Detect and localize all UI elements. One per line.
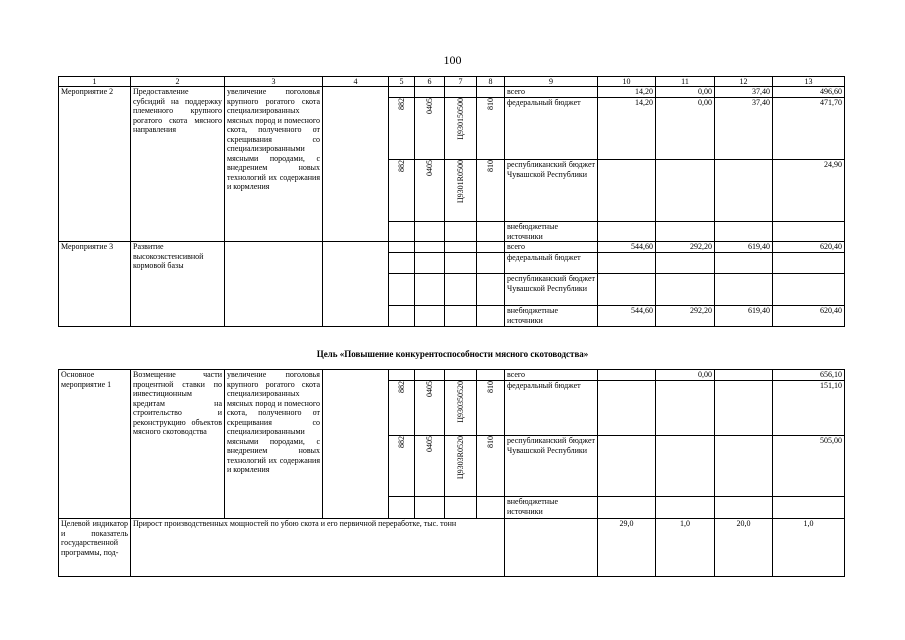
value-cell: 0,00: [656, 370, 715, 381]
col-num-8: 8: [477, 77, 505, 87]
funding-source: федеральный бюджет: [505, 253, 598, 274]
funding-source: федеральный бюджет: [505, 381, 598, 436]
funding-source: внебюджетные источники: [505, 497, 598, 519]
expense-type-code: 810: [485, 98, 495, 110]
section-code: 0405: [424, 160, 434, 176]
col-num-9: 9: [505, 77, 598, 87]
value-cell: [773, 253, 845, 274]
funding-source: внебюджетные источники: [505, 306, 598, 327]
value-cell: [715, 253, 773, 274]
value-cell: [598, 381, 656, 436]
value-cell: [715, 160, 773, 222]
target-article-code: Ц930350520: [455, 381, 465, 423]
section-code: 0405: [424, 381, 434, 397]
value-cell: 471,70: [773, 98, 845, 160]
value-cell: 37,40: [715, 87, 773, 98]
value-cell: [656, 160, 715, 222]
table-row: [59, 87, 845, 98]
funding-source: федеральный бюджет: [505, 98, 598, 160]
activity-description: Развитие высокоэкстенсивной кормовой базы: [131, 242, 225, 327]
goal-title: Цель «Повышение конкурентоспособности мясного скотоводства»: [316, 349, 589, 359]
activity-description: Возмещение части процентной ставки по инвестиционным кредитам на строительство и реконструкцию объектов мясного скотоводства: [131, 370, 225, 519]
value-cell: [715, 436, 773, 497]
value-cell: 24,90: [773, 160, 845, 222]
indicator-row: [59, 519, 845, 577]
value-cell: [715, 274, 773, 306]
value-cell: 14,20: [598, 98, 656, 160]
activity-name: Мероприятие 3: [59, 242, 131, 327]
value-cell: [773, 222, 845, 242]
grbs-code: 882: [396, 381, 406, 393]
value-cell: [715, 222, 773, 242]
col-num-7: 7: [445, 77, 477, 87]
section-code: 0405: [424, 436, 434, 452]
activity-name: Основное мероприятие 1: [59, 370, 131, 519]
indicator-text: Прирост производственных мощностей по убою скота и его первичной переработке, тыс. тонн: [131, 519, 505, 577]
expense-type-code: 810: [485, 436, 495, 448]
activity-result: увеличение поголовья крупного рогатого скота специализированных мясных пород и помесного скота, полученного от скрещивания со специализированными мясными породами, с внедрением новых технологий их содержания и кормления: [225, 370, 323, 519]
value-cell: 29,0: [598, 519, 656, 577]
expense-type-code: 810: [485, 381, 495, 393]
value-cell: [598, 274, 656, 306]
executor-cell: [323, 87, 389, 242]
value-cell: 1,0: [773, 519, 845, 577]
col-num-1: 1: [59, 77, 131, 87]
value-cell: [598, 436, 656, 497]
value-cell: [598, 160, 656, 222]
value-cell: 0,00: [656, 87, 715, 98]
value-cell: [773, 497, 845, 519]
value-cell: [598, 497, 656, 519]
value-cell: [715, 370, 773, 381]
program-table-block-2: [58, 369, 845, 577]
indicator-name: Целевой индикатор и показатель государственной программы, под-: [59, 519, 131, 577]
value-cell: 505,00: [773, 436, 845, 497]
col-num-5: 5: [389, 77, 415, 87]
value-cell: 620,40: [773, 242, 845, 253]
col-num-11: 11: [656, 77, 715, 87]
value-cell: 20,0: [715, 519, 773, 577]
value-cell: 496,60: [773, 87, 845, 98]
value-cell: [656, 253, 715, 274]
funding-source: республиканский бюджет Чувашской Республики: [505, 160, 598, 222]
value-cell: 0,00: [656, 98, 715, 160]
expense-type-code: 810: [485, 160, 495, 172]
value-cell: 544,60: [598, 242, 656, 253]
value-cell: [773, 274, 845, 306]
value-cell: [715, 381, 773, 436]
col-num-3: 3: [225, 77, 323, 87]
value-cell: 619,40: [715, 306, 773, 327]
value-cell: 151,10: [773, 381, 845, 436]
col-num-6: 6: [415, 77, 445, 87]
col-num-12: 12: [715, 77, 773, 87]
value-cell: 544,60: [598, 306, 656, 327]
col-num-4: 4: [323, 77, 389, 87]
funding-source: всего: [505, 87, 598, 98]
table-row: [59, 370, 845, 381]
target-article-code: Ц930150500: [455, 98, 465, 140]
program-table-block-1: [58, 76, 845, 327]
value-cell: [656, 274, 715, 306]
funding-source: республиканский бюджет Чувашской Республики: [505, 436, 598, 497]
section-code: 0405: [424, 98, 434, 114]
value-cell: [656, 497, 715, 519]
value-cell: 619,40: [715, 242, 773, 253]
value-cell: [598, 222, 656, 242]
table-row: [59, 242, 845, 253]
funding-source: внебюджетные источники: [505, 222, 598, 242]
value-cell: [656, 381, 715, 436]
target-article-code: Ц9301R0500: [455, 160, 465, 204]
funding-source: всего: [505, 242, 598, 253]
grbs-code: 882: [396, 436, 406, 448]
value-cell: [598, 253, 656, 274]
value-cell: [656, 436, 715, 497]
value-cell: [598, 370, 656, 381]
page-number: 100: [443, 53, 462, 67]
funding-source: республиканский бюджет Чувашской Республики: [505, 274, 598, 306]
col-num-13: 13: [773, 77, 845, 87]
column-number-row: [59, 77, 845, 87]
value-cell: 292,20: [656, 242, 715, 253]
value-cell: 37,40: [715, 98, 773, 160]
grbs-code: 882: [396, 98, 406, 110]
value-cell: 292,20: [656, 306, 715, 327]
col-num-2: 2: [131, 77, 225, 87]
target-article-code: Ц9303R0520: [455, 436, 465, 480]
grbs-code: 882: [396, 160, 406, 172]
value-cell: [656, 222, 715, 242]
activity-result: увеличение поголовья крупного рогатого скота специализированных мясных пород и помесного скота, полученного от скрещивания со специализированными мясными породами, с внедрением новых технологий их содержания и кормления: [225, 87, 323, 242]
activity-name: Мероприятие 2: [59, 87, 131, 242]
value-cell: 1,0: [656, 519, 715, 577]
value-cell: 620,40: [773, 306, 845, 327]
activity-description: Предоставление субсидий на поддержку племенного крупного рогатого скота мясного направления: [131, 87, 225, 242]
col-num-10: 10: [598, 77, 656, 87]
value-cell: 656,10: [773, 370, 845, 381]
value-cell: 14,20: [598, 87, 656, 98]
funding-source: всего: [505, 370, 598, 381]
value-cell: [715, 497, 773, 519]
